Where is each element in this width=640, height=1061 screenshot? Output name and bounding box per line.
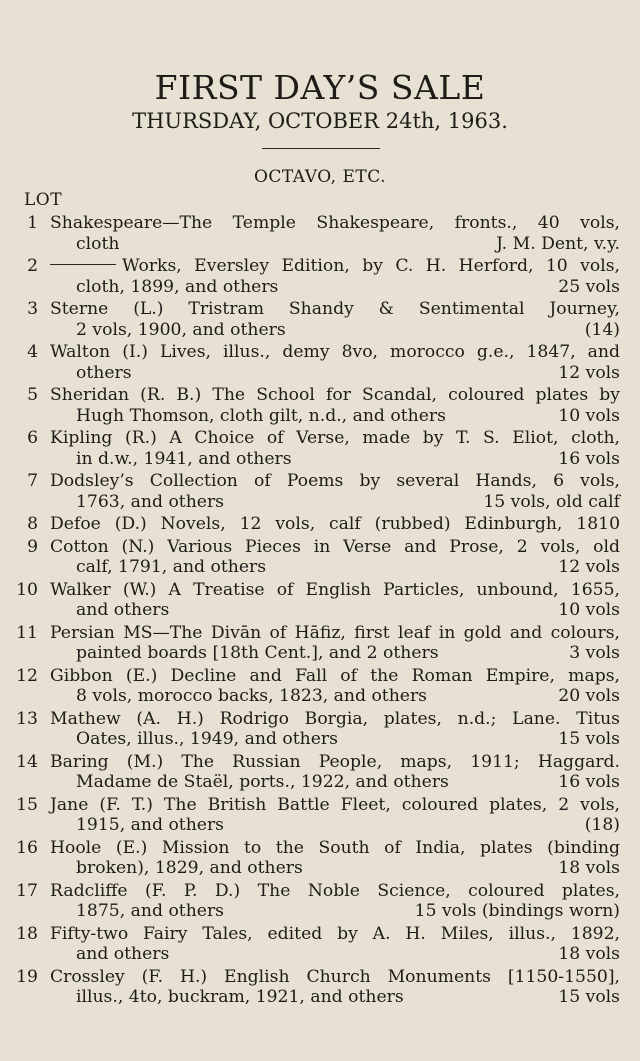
lot-list <box>0 213 640 1010</box>
lot-entry <box>0 299 640 340</box>
lot-number: 17 <box>16 880 38 901</box>
lot-detail: others <box>76 362 132 383</box>
lot-detail: illus., 4to, buckram, 1921, and others <box>76 987 404 1007</box>
lot-description: Sterne (L.) Tristram Shandy & Sentimental Journey, <box>50 299 620 319</box>
lot-quantity: 3 vols <box>569 643 620 663</box>
lot-entry <box>0 967 640 1008</box>
lot-description: Mathew (A. H.) Rodrigo Borgia, plates, n.d.; Lane. Titus <box>50 708 620 729</box>
lot-detail: cloth, 1899, and others <box>76 276 279 297</box>
lot-quantity: 18 vols <box>558 944 620 964</box>
lot-quantity: 16 vols <box>558 772 620 792</box>
lot-description: Cotton (N.) Various Pieces in Verse and Prose, 2 vols, old <box>50 536 620 557</box>
ditto-dash <box>50 264 116 265</box>
lot-entry <box>0 428 640 469</box>
lot-detail: 2 vols, 1900, and others <box>76 319 286 340</box>
lot-entry <box>0 213 640 254</box>
lot-detail: calf, 1791, and others <box>76 557 267 577</box>
lot-entry <box>0 709 640 750</box>
lot-number: 9 <box>27 536 38 557</box>
lot-detail: 1915, and others <box>76 815 224 835</box>
lot-quantity: 12 vols <box>558 362 620 383</box>
lot-number: 7 <box>27 471 38 491</box>
lot-quantity: 10 vols <box>558 405 620 426</box>
page-title: FIRST DAY’S SALE <box>154 68 486 107</box>
lot-quantity: 12 vols <box>558 557 620 577</box>
lot-detail: broken), 1829, and others <box>76 858 303 878</box>
lot-detail: and others <box>76 600 170 620</box>
lot-entry <box>0 623 640 664</box>
lot-number: 12 <box>16 665 38 686</box>
lot-number: 2 <box>27 256 38 276</box>
lot-detail: and others <box>76 944 170 964</box>
lot-quantity: 16 vols <box>558 448 620 469</box>
lot-column-heading: LOT <box>24 190 63 210</box>
divider <box>262 148 380 149</box>
lot-entry <box>0 580 640 621</box>
lot-description: Kipling (R.) A Choice of Verse, made by T. S. Eliot, cloth, <box>50 428 620 448</box>
lot-number: 8 <box>27 514 38 534</box>
lot-number: 1 <box>27 213 38 233</box>
lot-description: Dodsley’s Collection of Poems by several Hands, 6 vols, <box>50 471 620 491</box>
lot-number: 4 <box>27 342 38 362</box>
lot-entry <box>0 537 640 578</box>
lot-quantity: 10 vols <box>558 600 620 620</box>
lot-description: Sheridan (R. B.) The School for Scandal, coloured plates by <box>50 385 620 405</box>
lot-quantity: (18) <box>584 815 620 835</box>
section-heading: OCTAVO, ETC. <box>253 167 387 187</box>
lot-quantity: (14) <box>584 319 620 340</box>
lot-detail: cloth <box>76 233 120 254</box>
lot-number: 3 <box>27 299 38 319</box>
lot-description: Crossley (F. H.) English Church Monuments [1150-1550], <box>50 966 620 987</box>
lot-description: Gibbon (E.) Decline and Fall of the Roman Empire, maps, <box>50 665 620 686</box>
lot-entry <box>0 752 640 793</box>
lot-entry <box>0 342 640 383</box>
lot-detail: in d.w., 1941, and others <box>76 448 292 469</box>
lot-description: Hoole (E.) Mission to the South of India, plates (binding <box>50 837 620 858</box>
lot-entry <box>0 666 640 707</box>
lot-detail: 1875, and others <box>76 901 224 921</box>
lot-quantity: 20 vols <box>558 686 620 706</box>
lot-quantity: 25 vols <box>558 276 620 297</box>
lot-number: 10 <box>16 579 38 600</box>
lot-description: Jane (F. T.) The British Battle Fleet, coloured plates, 2 vols, <box>50 794 620 815</box>
lot-quantity: 18 vols <box>558 858 620 878</box>
lot-quantity: 15 vols (bindings worn) <box>414 901 620 921</box>
lot-detail: Oates, illus., 1949, and others <box>76 729 338 749</box>
lot-description: Baring (M.) The Russian People, maps, 1911; Haggard. <box>50 751 620 772</box>
lot-quantity: 15 vols <box>558 729 620 749</box>
lot-description: Defoe (D.) Novels, 12 vols, calf (rubbed) Edinburgh, 1810 <box>50 514 620 534</box>
lot-description: Fifty-two Fairy Tales, edited by A. H. Miles, illus., 1892, <box>50 923 620 944</box>
lot-detail: Madame de Staël, ports., 1922, and others <box>76 772 449 792</box>
lot-entry <box>0 838 640 879</box>
lot-number: 16 <box>16 837 38 858</box>
lot-quantity: 15 vols <box>558 987 620 1007</box>
lot-number: 15 <box>16 794 38 815</box>
lot-number: 6 <box>27 428 38 448</box>
lot-detail: Hugh Thomson, cloth gilt, n.d., and others <box>76 405 446 426</box>
lot-entry <box>0 795 640 836</box>
lot-entry <box>0 514 640 535</box>
lot-number: 14 <box>16 751 38 772</box>
lot-entry <box>0 385 640 426</box>
lot-description: Walker (W.) A Treatise of English Particles, unbound, 1655, <box>50 579 620 600</box>
sale-date: THURSDAY, OCTOBER 24th, 1963. <box>132 109 508 133</box>
lot-entry <box>0 924 640 965</box>
lot-number: 19 <box>16 966 38 987</box>
lot-description: Radcliffe (F. P. D.) The Noble Science, coloured plates, <box>50 880 620 901</box>
lot-entry <box>0 471 640 512</box>
lot-detail: painted boards [18th Cent.], and 2 others <box>76 643 439 663</box>
lot-description: Works, Eversley Edition, by C. H. Herford, 10 vols, <box>122 256 620 276</box>
lot-number: 18 <box>16 923 38 944</box>
lot-description: Walton (I.) Lives, illus., demy 8vo, morocco g.e., 1847, and <box>50 342 620 362</box>
lot-description: Persian MS—The Divān of Hāfiz, first leaf in gold and colours, <box>50 622 620 643</box>
lot-quantity: 15 vols, old calf <box>483 491 620 512</box>
lot-description: Shakespeare—The Temple Shakespeare, fronts., 40 vols, <box>50 213 620 233</box>
lot-entry <box>0 881 640 922</box>
lot-number: 13 <box>16 708 38 729</box>
lot-number: 5 <box>27 385 38 405</box>
lot-detail: 1763, and others <box>76 491 224 512</box>
lot-entry <box>0 256 640 297</box>
lot-detail: 8 vols, morocco backs, 1823, and others <box>76 686 427 706</box>
lot-quantity: J. M. Dent, v.y. <box>496 233 620 254</box>
lot-number: 11 <box>16 622 38 643</box>
